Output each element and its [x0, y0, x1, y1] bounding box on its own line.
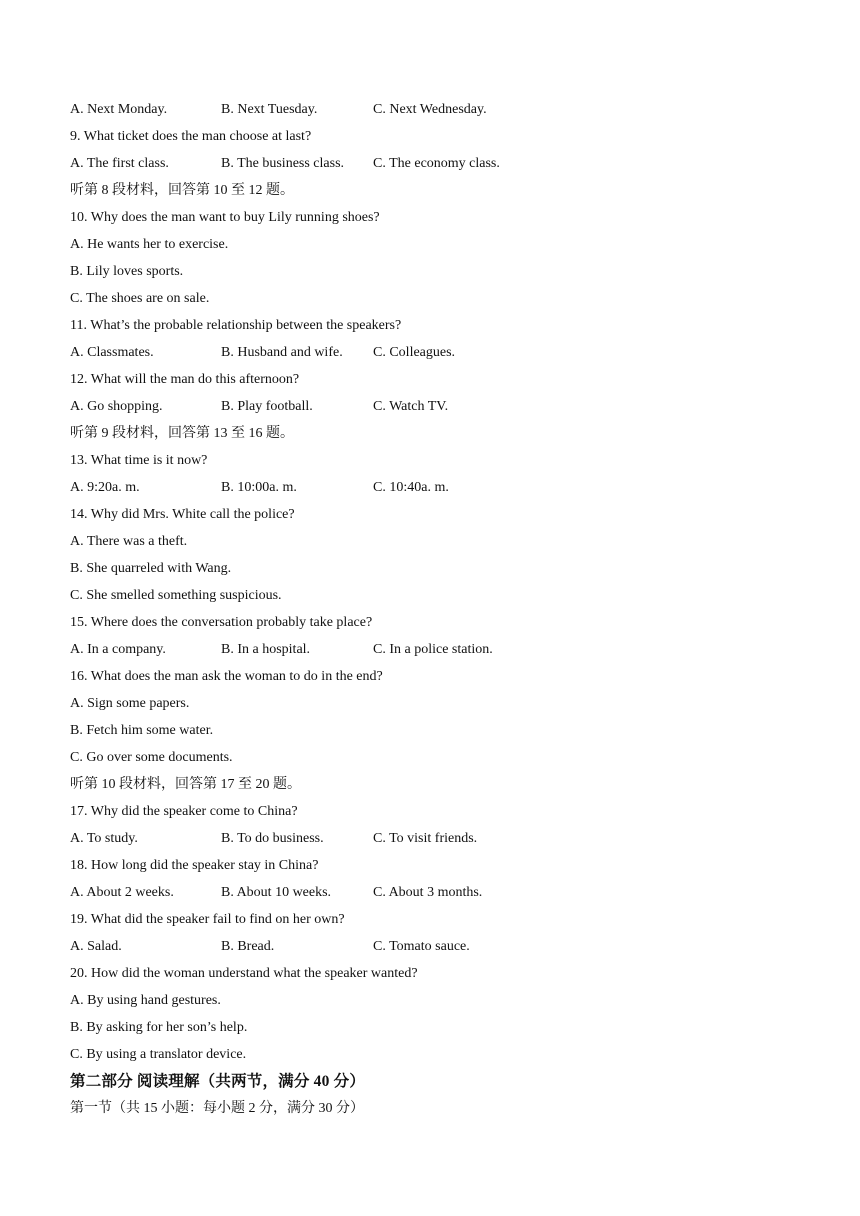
option-b: B. About 10 weeks.	[221, 885, 332, 900]
question-line: 19. What did the speaker fail to find on her own?	[70, 912, 345, 927]
option-b: B. In a hospital.	[221, 642, 311, 657]
option-b: B. The business class.	[221, 156, 345, 171]
question-line: C. The shoes are on sale.	[70, 291, 210, 306]
question-line: 17. Why did the speaker come to China?	[70, 804, 298, 819]
answer-options-row	[70, 879, 810, 906]
option-c: C. In a police station.	[373, 642, 493, 657]
option-b: B. To do business.	[221, 831, 324, 846]
question-line: B. Lily loves sports.	[70, 264, 184, 279]
question-line: C. She smelled something suspicious.	[70, 588, 282, 603]
answer-options-row	[70, 636, 810, 663]
question-line: C. Go over some documents.	[70, 750, 233, 765]
answer-options-row	[70, 393, 810, 420]
option-c: C. To visit friends.	[373, 831, 478, 846]
listening-section-instruction: 听第 10 段材料，回答第 17 至 20 题。	[70, 777, 301, 792]
option-a: A. The first class.	[70, 156, 169, 171]
option-c: C. Next Wednesday.	[373, 102, 487, 117]
option-a: A. Salad.	[70, 939, 122, 954]
option-b: B. Next Tuesday.	[221, 102, 318, 117]
part-heading: 第二部分 阅读理解（共两节，满分 40 分）	[70, 1073, 366, 1090]
question-line: B. Fetch him some water.	[70, 723, 214, 738]
option-a: A. Go shopping.	[70, 399, 163, 414]
option-a: A. To study.	[70, 831, 138, 846]
question-line: A. Sign some papers.	[70, 696, 190, 711]
listening-section-instruction: 听第 9 段材料，回答第 13 至 16 题。	[70, 426, 294, 441]
option-a: A. Next Monday.	[70, 102, 168, 117]
question-list	[70, 96, 810, 1122]
option-c: C. About 3 months.	[373, 885, 483, 900]
option-b: B. Husband and wife.	[221, 345, 343, 360]
section-heading: 第一节（共 15 小题：每小题 2 分，满分 30 分）	[70, 1101, 364, 1116]
question-line: A. By using hand gestures.	[70, 993, 221, 1008]
answer-options-row	[70, 96, 810, 123]
question-line: B. She quarreled with Wang.	[70, 561, 232, 576]
option-a: A. 9:20a. m.	[70, 480, 140, 495]
option-a: A. Classmates.	[70, 345, 154, 360]
option-a: A. In a company.	[70, 642, 166, 657]
listening-section-instruction: 听第 8 段材料，回答第 10 至 12 题。	[70, 183, 294, 198]
question-line: 9. What ticket does the man choose at last?	[70, 129, 312, 144]
question-line: 13. What time is it now?	[70, 453, 208, 468]
answer-options-row	[70, 933, 810, 960]
option-b: B. Bread.	[221, 939, 275, 954]
question-line: A. He wants her to exercise.	[70, 237, 229, 252]
option-c: C. 10:40a. m.	[373, 480, 449, 495]
answer-options-row	[70, 339, 810, 366]
question-line: 12. What will the man do this afternoon?	[70, 372, 300, 387]
question-line: 20. How did the woman understand what the speaker wanted?	[70, 966, 418, 981]
question-line: 10. Why does the man want to buy Lily running shoes?	[70, 210, 380, 225]
question-line: 15. Where does the conversation probably take place?	[70, 615, 373, 630]
option-a: A. About 2 weeks.	[70, 885, 174, 900]
question-line: B. By asking for her son’s help.	[70, 1020, 248, 1035]
answer-options-row	[70, 474, 810, 501]
answer-options-row	[70, 825, 810, 852]
answer-options-row	[70, 150, 810, 177]
question-line: 18. How long did the speaker stay in China?	[70, 858, 319, 873]
option-c: C. The economy class.	[373, 156, 500, 171]
option-c: C. Tomato sauce.	[373, 939, 470, 954]
question-line: 16. What does the man ask the woman to do in the end?	[70, 669, 383, 684]
question-line: 14. Why did Mrs. White call the police?	[70, 507, 295, 522]
question-line: 11. What’s the probable relationship between the speakers?	[70, 318, 402, 333]
option-c: C. Watch TV.	[373, 399, 449, 414]
option-b: B. Play football.	[221, 399, 313, 414]
option-b: B. 10:00a. m.	[221, 480, 297, 495]
question-line: C. By using a translator device.	[70, 1047, 247, 1062]
option-c: C. Colleagues.	[373, 345, 456, 360]
question-line: A. There was a theft.	[70, 534, 188, 549]
